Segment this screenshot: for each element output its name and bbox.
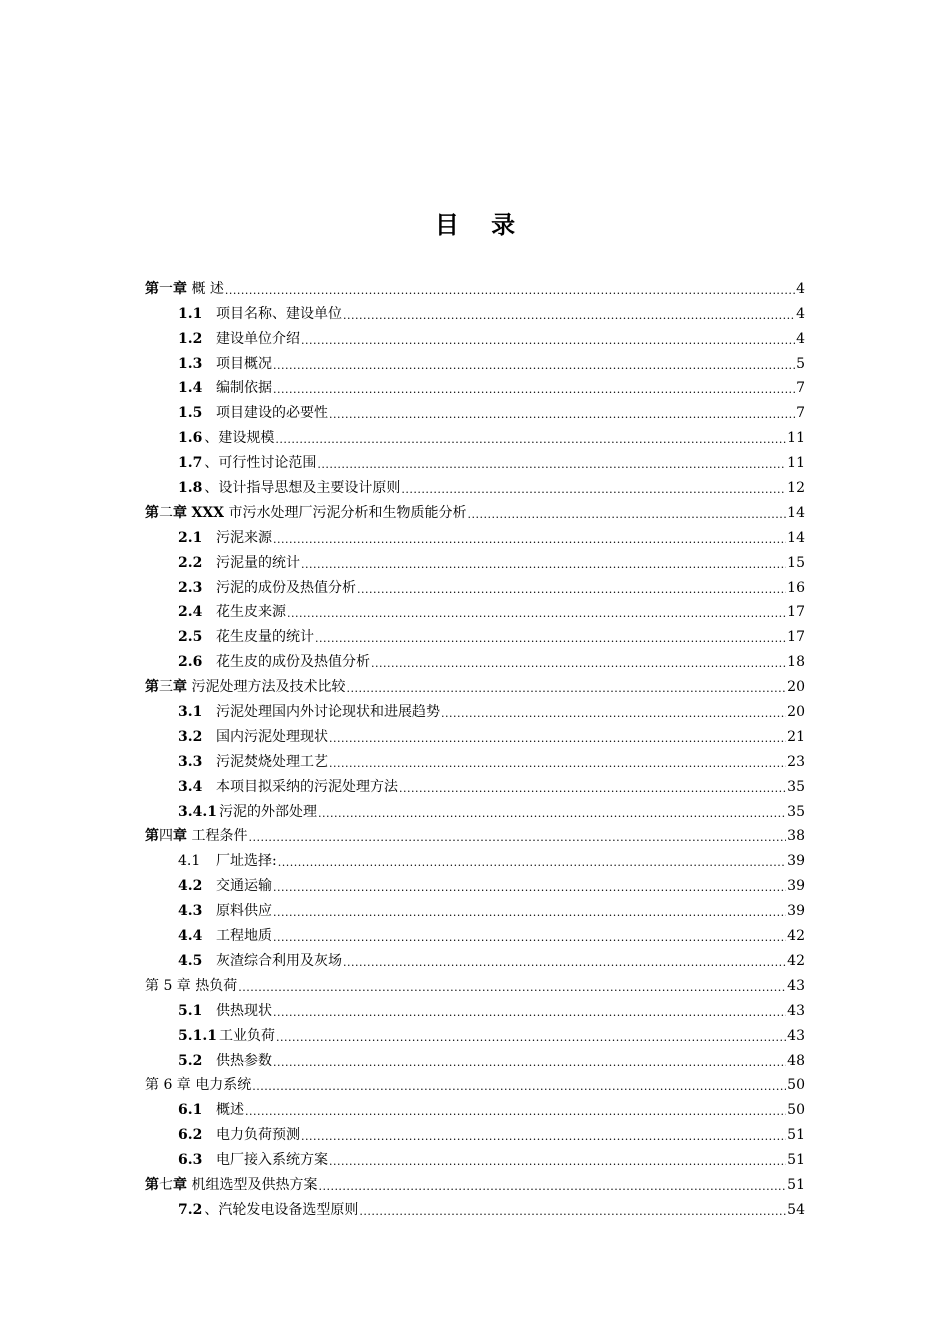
toc-entry-label: 、汽轮发电设备选型原则 [204,1201,359,1218]
toc-entry-label: 第 5 章 热负荷 [145,977,238,994]
toc-page-number: 14 [787,529,805,546]
dot-leader [399,782,786,796]
toc-page-number: 51 [787,1152,805,1169]
toc-chapter-entry[interactable] [145,273,805,298]
toc-entry-label: 污泥来源 [216,529,272,546]
toc-section-entry[interactable] [145,870,805,895]
toc-entry-label: 污泥处理国内外讨论现状和进展趋势 [216,704,440,721]
toc-page-number: 51 [787,1127,805,1144]
toc-entry-number: 4.5 [178,952,203,969]
toc-page-number: 15 [787,554,805,571]
toc-entry-label: 第七章 机组选型及供热方案 [145,1176,318,1193]
toc-page-number: 20 [787,679,805,696]
dot-leader [273,383,795,397]
toc-section-entry[interactable] [145,771,805,796]
toc-section-entry[interactable] [145,845,805,870]
toc-section-entry[interactable] [145,1194,805,1219]
toc-page-number: 51 [787,1176,805,1193]
toc-entry-label: 国内污泥处理现状 [216,728,328,745]
dot-leader [301,334,795,348]
toc-page-number: 39 [787,878,805,895]
toc-page-number: 54 [787,1201,805,1218]
toc-entry-label: 第四章 工程条件 [145,828,248,845]
toc-page-number: 4 [796,330,805,347]
toc-section-entry[interactable] [145,721,805,746]
toc-section-entry[interactable] [145,696,805,721]
dot-leader [343,956,786,970]
toc-page-number: 48 [787,1052,805,1069]
toc-page-number: 7 [796,405,805,422]
toc-section-entry[interactable] [145,373,805,398]
dot-leader [273,359,795,373]
toc-entry-number: 1.2 [178,330,203,347]
toc-page-number: 39 [787,853,805,870]
toc-section-entry[interactable] [145,572,805,597]
dot-leader [273,533,786,547]
toc-section-entry[interactable] [145,472,805,497]
toc-chapter-entry[interactable] [145,970,805,995]
toc-page-number: 17 [787,604,805,621]
toc-entry-label: 花生皮来源 [216,604,286,621]
toc-page-number: 35 [787,778,805,795]
toc-entry-number: 6.2 [178,1127,203,1144]
toc-entry-label: 工业负荷 [218,1027,275,1044]
toc-page-number: 5 [796,355,805,372]
toc-section-entry[interactable] [145,522,805,547]
toc-section-entry[interactable] [145,1094,805,1119]
toc-entry-number: 1.3 [178,355,203,372]
toc-entry-label: 、可行性讨论范围 [204,455,317,472]
toc-entry-number: 2.6 [178,654,203,671]
toc-entry-label: 第三章 污泥处理方法及技术比较 [145,679,346,696]
dot-leader [343,309,795,323]
dot-leader [248,831,786,845]
toc-page-number: 43 [787,1027,805,1044]
toc-entry-label: 污泥的外部处理 [218,803,317,820]
toc-section-entry[interactable] [145,422,805,447]
toc-entry-number: 2.4 [178,604,203,621]
dot-leader [273,1056,786,1070]
toc-entry-label: 花生皮量的统计 [216,629,314,646]
toc-page-number: 20 [787,704,805,721]
dot-leader [346,682,786,696]
dot-leader [225,284,795,298]
toc-chapter-entry[interactable] [145,671,805,696]
dot-leader [359,1205,786,1219]
toc-entry-number: 1.8 [178,480,203,497]
toc-page-number: 11 [787,455,805,472]
toc-section-entry[interactable] [145,995,805,1020]
toc-section-entry[interactable] [145,597,805,622]
dot-leader [371,657,786,671]
toc-entry-label: 供热参数 [216,1052,272,1069]
toc-chapter-entry[interactable] [145,497,805,522]
dot-leader [301,558,786,572]
toc-page-number: 38 [787,828,805,845]
toc-page-number: 14 [787,504,805,521]
dot-leader [238,981,786,995]
toc-list [145,273,805,1219]
dot-leader [287,607,786,621]
toc-entry-label: 本项目拟采纳的污泥处理方法 [216,778,398,795]
dot-leader [301,1130,786,1144]
toc-entry-label: 、设计指导思想及主要设计原则 [204,480,401,497]
dot-leader [315,632,786,646]
toc-entry-label: 污泥焚烧处理工艺 [216,753,328,770]
toc-page-number: 43 [787,1002,805,1019]
dot-leader [278,856,786,870]
toc-entry-label: 项目建设的必要性 [216,405,328,422]
dot-leader [273,931,786,945]
dot-leader [318,1180,786,1194]
toc-entry-number: 4.3 [178,903,203,920]
dot-leader [245,1105,786,1119]
dot-leader [273,1006,786,1020]
toc-entry-number: 5.1.1 [178,1027,217,1044]
toc-entry-label: 原料供应 [216,903,272,920]
toc-entry-label: 编制依据 [216,380,272,397]
toc-section-entry[interactable] [145,945,805,970]
toc-page-number: 17 [787,629,805,646]
toc-entry-label: 灰渣综合利用及灰场 [216,952,342,969]
toc-section-entry[interactable] [145,298,805,323]
toc-page-number: 11 [787,430,805,447]
toc-entry-label: 厂址选择: [216,853,277,870]
toc-entry-label: 交通运输 [216,878,272,895]
toc-section-entry[interactable] [145,397,805,422]
toc-entry-number: 3.1 [178,704,203,721]
toc-entry-number: 6.3 [178,1152,203,1169]
toc-entry-number: 2.2 [178,554,203,571]
toc-page-number: 12 [787,480,805,497]
toc-entry-number: 2.3 [178,579,203,596]
toc-page-number: 43 [787,977,805,994]
toc-entry-label: 工程地质 [216,928,272,945]
toc-page-number: 39 [787,903,805,920]
toc-page-number: 4 [796,280,805,297]
toc-entry-label: 电厂接入系统方案 [216,1152,328,1169]
toc-section-entry[interactable] [145,746,805,771]
toc-entry-number: 7.2 [178,1201,203,1218]
toc-entry-label: 电力负荷预测 [216,1127,300,1144]
toc-entry-label: 第 6 章 电力系统 [145,1077,252,1094]
dot-leader [357,583,786,597]
dot-leader [276,1031,786,1045]
toc-page-number: 21 [787,728,805,745]
dot-leader [468,508,787,522]
toc-entry-label: 污泥的成份及热值分析 [216,579,356,596]
toc-section-entry[interactable] [145,1144,805,1169]
toc-entry-number: 3.3 [178,753,203,770]
toc-entry-label: 项目名称、建设单位 [216,305,342,322]
toc-section-entry[interactable] [145,1045,805,1070]
toc-section-entry[interactable] [145,348,805,373]
dot-leader [329,757,786,771]
dot-leader [318,807,786,821]
toc-section-entry[interactable] [145,547,805,572]
toc-entry-number: 4.2 [178,878,203,895]
toc-entry-number: 1.1 [178,305,203,322]
toc-page-number: 23 [787,753,805,770]
toc-entry-number: 1.6 [178,430,203,447]
toc-section-entry[interactable] [145,920,805,945]
toc-entry-number: 2.1 [178,529,203,546]
toc-entry-number: 3.2 [178,728,203,745]
dot-leader [273,906,786,920]
toc-section-entry[interactable] [145,895,805,920]
toc-entry-label: 供热现状 [216,1002,272,1019]
toc-section-entry[interactable] [145,323,805,348]
toc-page-number: 7 [796,380,805,397]
toc-entry-label: 第一章 概 述 [145,280,224,297]
dot-leader [273,881,786,895]
toc-page-number: 18 [787,654,805,671]
toc-entry-number: 3.4.1 [178,803,217,820]
dot-leader [329,408,795,422]
toc-entry-label: 污泥量的统计 [216,554,300,571]
toc-section-entry[interactable] [145,646,805,671]
dot-leader [317,458,786,472]
dot-leader [329,1155,786,1169]
toc-title: 目 录 [434,210,528,239]
toc-page-number: 50 [787,1102,805,1119]
toc-entry-label: 花生皮的成份及热值分析 [216,654,370,671]
toc-page-number: 42 [787,952,805,969]
toc-entry-label: 第二章 XXX 市污水处理厂污泥分析和生物质能分析 [145,504,467,521]
toc-entry-number: 3.4 [178,778,203,795]
dot-leader [401,483,786,497]
toc-entry-label: 项目概况 [216,355,272,372]
toc-entry-number: 5.2 [178,1052,203,1069]
toc-entry-label: 、建设规模 [204,430,275,447]
toc-entry-number: 4.4 [178,928,203,945]
toc-page-number: 42 [787,928,805,945]
toc-entry-number: 4.1 [178,853,201,870]
toc-chapter-entry[interactable] [145,1169,805,1194]
toc-section-entry[interactable] [145,796,805,821]
toc-entry-number: 1.5 [178,405,203,422]
toc-section-entry[interactable] [145,1020,805,1045]
toc-entry-number: 2.5 [178,629,203,646]
toc-entry-label: 概述 [216,1102,244,1119]
toc-chapter-entry[interactable] [145,1070,805,1095]
toc-entry-number: 1.7 [178,455,203,472]
dot-leader [441,707,786,721]
toc-section-entry[interactable] [145,621,805,646]
toc-chapter-entry[interactable] [145,821,805,846]
toc-entry-number: 6.1 [178,1102,203,1119]
toc-page-number: 4 [796,305,805,322]
dot-leader [329,732,786,746]
toc-page-number: 50 [787,1077,805,1094]
toc-entry-label: 建设单位介绍 [216,330,300,347]
toc-entry-number: 5.1 [178,1002,203,1019]
toc-section-entry[interactable] [145,447,805,472]
toc-entry-number: 1.4 [178,380,203,397]
dot-leader [252,1080,786,1094]
toc-page-number: 16 [787,579,805,596]
toc-section-entry[interactable] [145,1119,805,1144]
toc-page-number: 35 [787,803,805,820]
dot-leader [275,433,786,447]
